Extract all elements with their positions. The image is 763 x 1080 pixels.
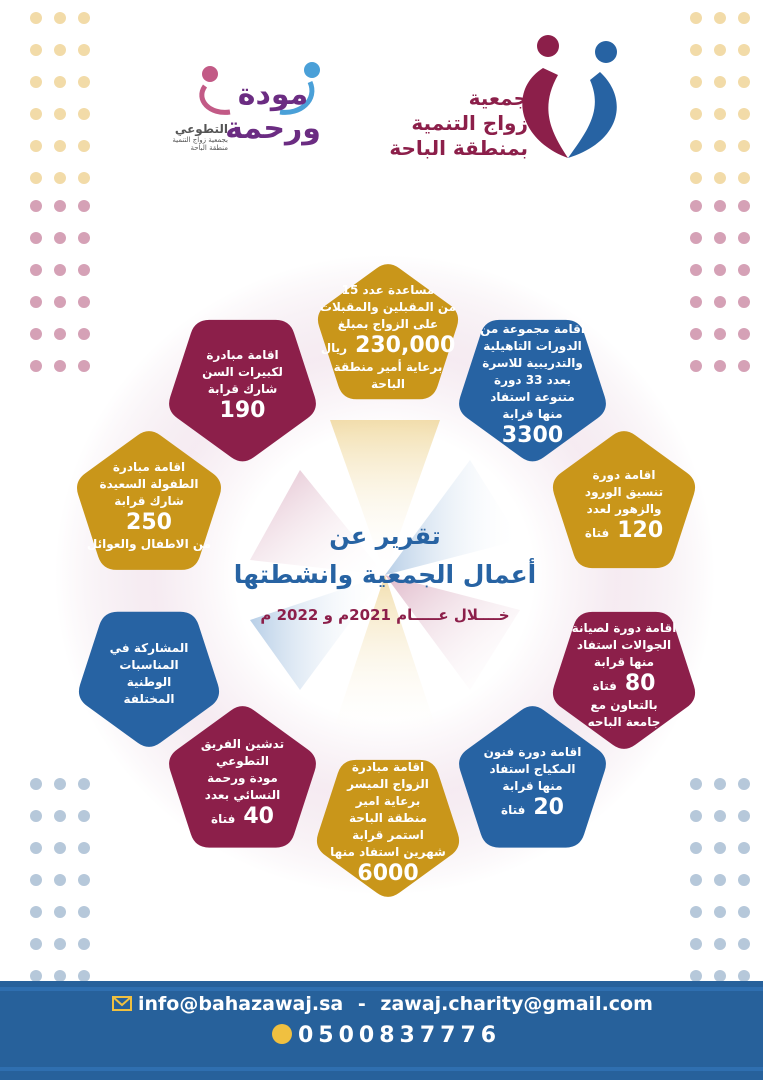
email-separator: - (357, 993, 366, 1015)
card-number-suffix: فتاة (592, 678, 617, 693)
card-line: المشاركة في (109, 641, 189, 655)
volunteer-logo-word2: ورحمة (225, 111, 321, 146)
email-secondary[interactable]: zawaj.charity@gmail.com (380, 993, 653, 1015)
card-number: 250 (126, 510, 172, 535)
mail-icon (112, 994, 132, 1016)
card-line: اقامة دورة (592, 467, 656, 482)
card-line: تنسيق الورود (584, 484, 664, 499)
card-line: مساعدة عدد 15 (341, 282, 435, 297)
card-number: 3300 (501, 423, 564, 448)
card-number-row (357, 861, 418, 887)
card-number-suffix: فتاة (584, 525, 610, 540)
card-line: المختلفة (123, 692, 175, 706)
card-line: التطوعي (215, 753, 270, 768)
card-line: جامعة الباحه (587, 714, 661, 729)
card-text (308, 258, 468, 416)
card-line: من المقبلين والمقبلات (319, 299, 457, 314)
org-name-line3: بمنطقة الباحة (389, 136, 528, 160)
card-line: اقامة دورة فنون (483, 745, 582, 759)
card-line: شارك قرابة (207, 381, 278, 396)
org-logo (368, 30, 638, 180)
card-line: الدورات التاهيلية (483, 339, 582, 353)
contact-emails (112, 993, 653, 1016)
card-line: تدشين الفريق (200, 736, 285, 751)
card-number-row (211, 804, 274, 830)
card-line: اقامة مبادرة (112, 460, 186, 474)
card-number: 120 (617, 517, 664, 543)
card-text (450, 700, 615, 865)
card-line: اقامة مبادرة (206, 347, 279, 362)
activity-card-bottom (308, 742, 468, 904)
card-line: المناسبات (119, 658, 179, 672)
card-line: بالتعاون مع (590, 697, 658, 712)
report-title-line1: تقرير عن (329, 522, 441, 550)
card-line: اقامة مبادرة (351, 760, 425, 774)
card-line: استمر قرابة (352, 828, 424, 842)
card-number-suffix: ريال (320, 340, 348, 355)
org-name-line1: جمعية (468, 86, 528, 110)
activity-card-bottom-right (450, 700, 615, 865)
phone-icon (272, 1024, 292, 1044)
email-primary[interactable]: info@bahazawaj.sa (138, 993, 344, 1015)
card-line: منطقة الباحة (348, 811, 428, 825)
card-line: اقامة دورة لصيانة (571, 620, 677, 635)
footer-contact-bar (0, 981, 763, 1080)
card-line: شارك قرابة (114, 494, 184, 508)
card-line: الطفولة السعيدة (99, 477, 199, 491)
card-number-row (585, 518, 663, 544)
card-number: 6000 (357, 861, 419, 886)
card-number-suffix: فتاة (211, 811, 236, 826)
volunteer-logo (150, 60, 330, 180)
card-line: على الزواج بمبلغ (337, 316, 439, 331)
volunteer-logo-tag: التطوعي (174, 122, 228, 136)
card-line: منها قرابة (502, 407, 563, 421)
card-number-suffix: فتاة (501, 803, 526, 817)
card-line: الباحة (371, 376, 405, 391)
card-line: الوطنية (126, 675, 172, 689)
card-number-row (321, 333, 456, 359)
card-number: 80 (624, 670, 656, 696)
card-line: والتدريبية للاسرة (482, 356, 583, 370)
activity-card-top-left (160, 300, 325, 470)
card-line: برعاية أمير منطقة (333, 359, 443, 374)
card-line: من الاطفال والعوائل (86, 537, 212, 551)
card-line: والزهور لعدد (586, 501, 662, 516)
org-name-line2: زواج التنمية (411, 111, 528, 135)
volunteer-logo-sub1: بجمعية زواج التنمية (172, 136, 228, 144)
card-line: مودة ورحمة (207, 770, 278, 785)
card-line: شهرين استفاد منها (330, 845, 446, 859)
card-number-row (593, 671, 656, 697)
contact-phone (272, 1023, 501, 1048)
card-text (160, 300, 325, 470)
card-line: لكبيرات السن (202, 364, 283, 379)
card-number-row (126, 510, 172, 536)
report-title-line2: أعمال الجمعية وانشطتها (233, 560, 537, 589)
volunteer-logo-word1: مودة (237, 77, 309, 112)
card-line: الجوالات استفاد (576, 637, 672, 652)
card-line: منها قرابة (502, 779, 563, 793)
activity-card-top (308, 258, 468, 416)
card-line: الزواج الميسر (347, 777, 429, 791)
card-number: 20 (533, 795, 564, 820)
card-line: منها قرابة (593, 654, 655, 669)
card-number-row (501, 795, 564, 821)
card-line: المكياج استفاد (489, 762, 576, 776)
card-number: 40 (243, 803, 274, 829)
card-text (308, 742, 468, 904)
card-line: اقامة مجموعة من (480, 322, 585, 336)
card-number: 190 (219, 397, 266, 423)
card-line: النسائي بعدد (204, 787, 281, 802)
card-number-row (220, 398, 266, 424)
report-subtitle: خــــلال عـــــام 2021م و 2022 م (260, 606, 510, 624)
volunteer-logo-sub2: منطقة الباحة (190, 144, 228, 152)
card-line: متنوعة استفاد (490, 390, 575, 404)
card-line: برعاية امير (355, 794, 421, 808)
card-number: 230,000 (355, 332, 456, 358)
phone-number[interactable]: 0500837776 (298, 1023, 502, 1048)
card-line: بعدد 33 دورة (493, 373, 572, 387)
